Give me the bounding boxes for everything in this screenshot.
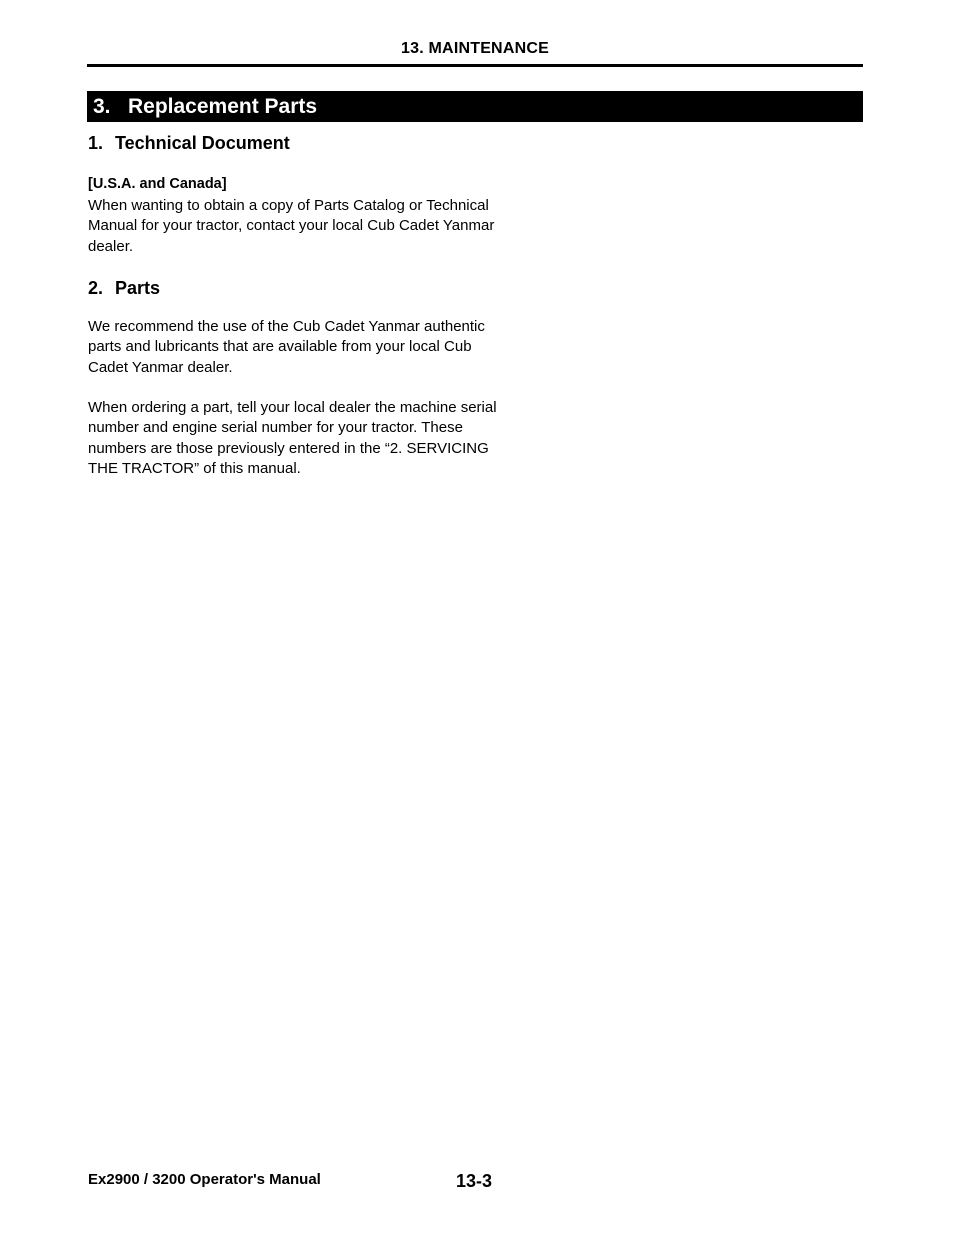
subsection-heading-parts [88, 277, 160, 299]
running-header: 13. MAINTENANCE [401, 40, 549, 57]
region-label: [U.S.A. and Canada] [88, 176, 227, 192]
footer-page-number: 13-3 [456, 1171, 493, 1191]
subsection-heading-technical-document [88, 132, 290, 154]
subsection-title: Parts [115, 278, 161, 298]
footer-manual-title: Ex2900 / 3200 Operator's Manual [88, 1171, 321, 1188]
subsection-title: Technical Document [115, 133, 290, 153]
paragraph-parts-recommend: We recommend the use of the Cub Cadet Yanmar authentic parts and lubricants that are available from your local Cub Cadet Yanmar dealer. [88, 318, 485, 376]
subsection-number: 2. [88, 278, 104, 298]
paragraph-technical-document: When wanting to obtain a copy of Parts Catalog or Technical Manual for your tractor, contact your local Cub Cadet Yanmar dealer. [88, 197, 495, 255]
paragraph-parts-ordering: When ordering a part, tell your local dealer the machine serial number and engine serial number for your tractor. These numbers are those previously entered in the “2. SERVICING THE TRACTOR” of this manual. [88, 399, 497, 477]
section-number: 3. [93, 95, 111, 118]
section-title: Replacement Parts [128, 95, 318, 118]
header-rule [87, 64, 863, 67]
section-heading [87, 91, 863, 122]
subsection-number: 1. [88, 133, 104, 153]
